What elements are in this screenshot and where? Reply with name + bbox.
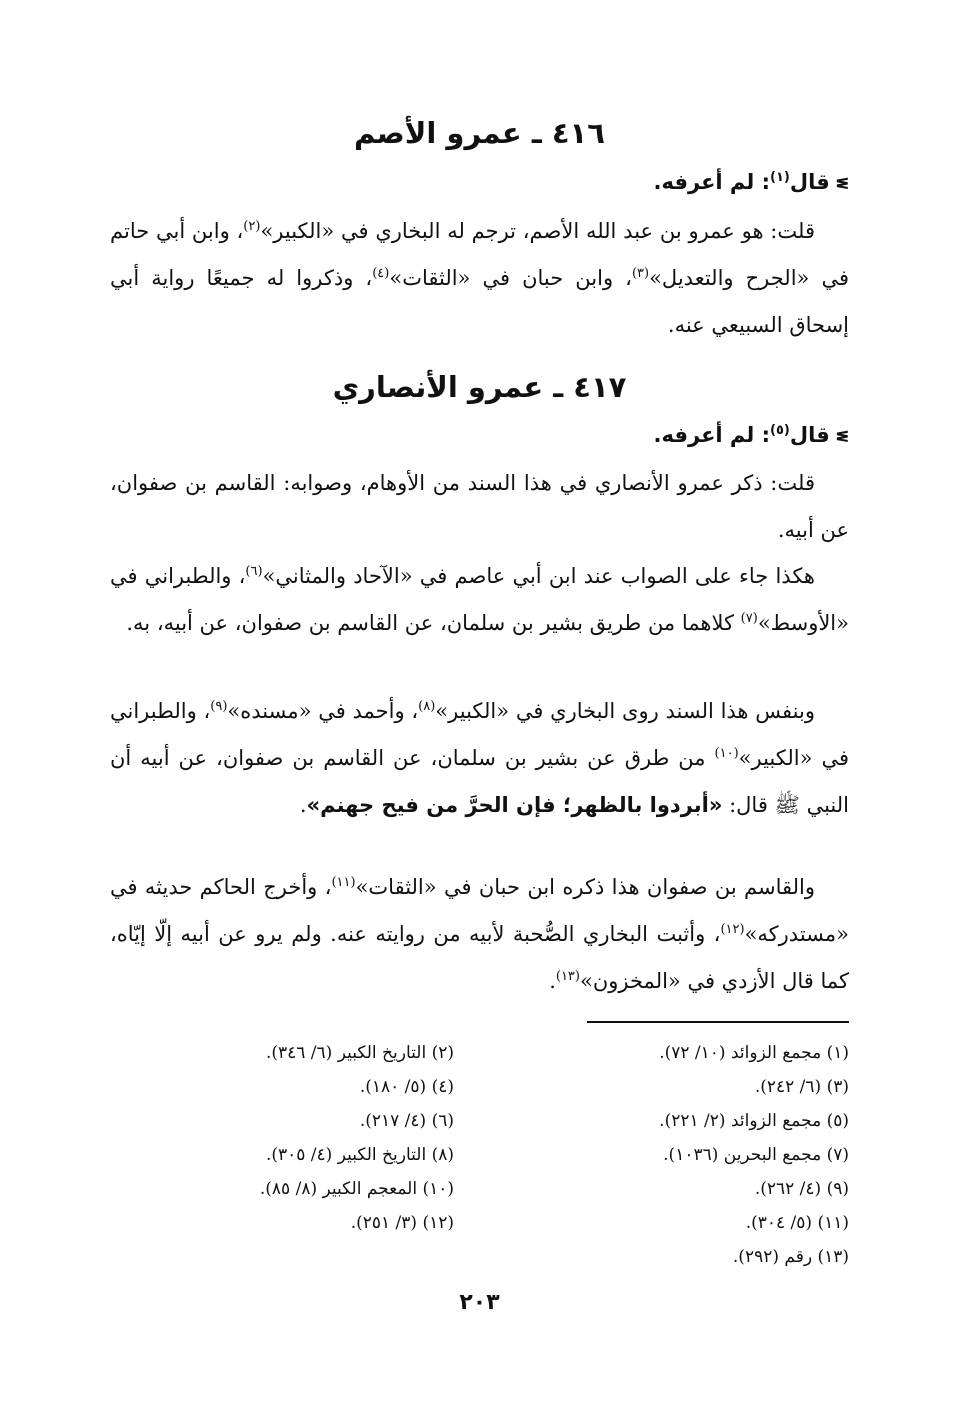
qal-text: : لم أعرفه. [653,170,770,194]
footnote-7: (٧) مجمع البحرين (١٠٣٦). [663,1145,849,1165]
text: من طرق عن بشير بن سلمان، عن القاسم بن صفوان، عن أبيه أن النبي ﷺ قال: [110,746,849,817]
text: قلت: هو عمرو بن عبد الله الأصم، ترجم له البخاري في «الكبير» [260,219,815,243]
footnote-ref: (١٠) [714,746,739,761]
footnote-ref: (٢) [243,219,261,234]
footnote-13: (١٣) رقم (٢٩٢). [732,1247,849,1267]
footnote-8: (٨) التاريخ الكبير (٤/ ٣٠٥). [265,1145,454,1165]
paragraph-417-2 [110,553,849,647]
footnote-ref: (١٢) [720,922,745,937]
footnote-ref: (١٣) [555,969,580,984]
entry-heading-417: ٤١٧ ـ عمرو الأنصاري [332,370,627,404]
footnote-4: (٤) (٥/ ١٨٠). [359,1077,454,1097]
footnote-ref: (٤) [372,266,390,281]
text: ، والطبراني في «الكبير» [110,699,849,770]
paragraph-417-1 [110,460,849,554]
hadith-quote: «أبردوا بالظهر؛ فإن الحرَّ من فيح جهنم» [306,793,723,817]
footnote-ref: (١) [770,170,790,185]
footnote-ref: (٨) [418,699,436,714]
qal-line-417 [110,418,849,454]
paragraph-416-1 [110,208,849,349]
text: ، وأحمد في «مسنده» [227,699,419,723]
text: ، وذكروا له جميعًا رواية أبي إسحاق السبيعي عنه. [110,266,849,337]
footnote-1: (١) مجمع الزوائد (١٠/ ٧٢). [659,1043,849,1063]
paragraph-417-4 [110,864,849,1005]
bullet-mark-icon: ᓬ [835,175,849,193]
text: ، وأخرج الحاكم حديثه في «مستدركه» [110,875,849,946]
qal-line-416 [110,165,849,201]
footnote-12: (١٢) (٣/ ٢٥١). [350,1213,454,1233]
paragraph-417-3 [110,688,849,829]
footnote-6: (٦) (٤/ ٢١٧). [359,1111,454,1131]
footnote-ref: (٥) [770,423,790,438]
qal-word: قال [789,423,830,447]
text: ، وابن أبي حاتم في «الجرح والتعديل» [110,219,849,290]
text: . [299,793,307,817]
entry-heading-416: ٤١٦ ـ عمرو الأصم [354,116,605,150]
text: . [549,969,556,993]
footnote-9: (٩) (٤/ ٢٦٢). [754,1179,849,1199]
text: ، والطبراني في «الأوسط» [110,564,849,635]
text: هكذا جاء على الصواب عند ابن أبي عاصم في «الآحاد والمثاني» [262,564,815,588]
footnote-3: (٣) (٦/ ٢٤٢). [754,1077,849,1097]
footnote-ref: (١١) [331,875,356,890]
footnote-ref: (٦) [245,564,263,579]
footnote-ref: (٣) [631,266,650,281]
text: ، وابن حبان في «الثقات» [389,266,632,290]
bullet-mark-icon: ᓬ [835,428,849,446]
qal-word: قال [789,170,830,194]
footnote-2: (٢) التاريخ الكبير (٦/ ٣٤٦). [265,1043,454,1063]
footnote-10: (١٠) المعجم الكبير (٨/ ٨٥). [259,1179,454,1199]
text: والقاسم بن صفوان هذا ذكره ابن حبان في «الثقات» [355,875,815,899]
footnote-ref: (٩) [210,699,228,714]
footnote-5: (٥) مجمع الزوائد (٢/ ٢٢١). [659,1111,849,1131]
footnote-divider [587,1021,849,1023]
text: ، وأثبت البخاري الصُّحبة لأبيه من روايته عنه. ولم يرو عن أبيه إلّا إيّاه، كما قال الأزدي في «المخزون» [110,922,849,993]
qal-text: : لم أعرفه. [653,423,770,447]
text: كلاهما من طريق بشير بن سلمان، عن القاسم بن صفوان، عن أبيه، به. [126,611,741,635]
footnote-11: (١١) (٥/ ٣٠٤). [745,1213,849,1233]
text: قلت: ذكر عمرو الأنصاري في هذا السند من الأوهام، وصوابه: القاسم بن صفوان، عن أبيه. [110,471,849,542]
text: وبنفس هذا السند روى البخاري في «الكبير» [435,699,815,723]
footnote-ref: (٧) [740,611,758,626]
page-number: ٢٠٣ [459,1290,500,1315]
